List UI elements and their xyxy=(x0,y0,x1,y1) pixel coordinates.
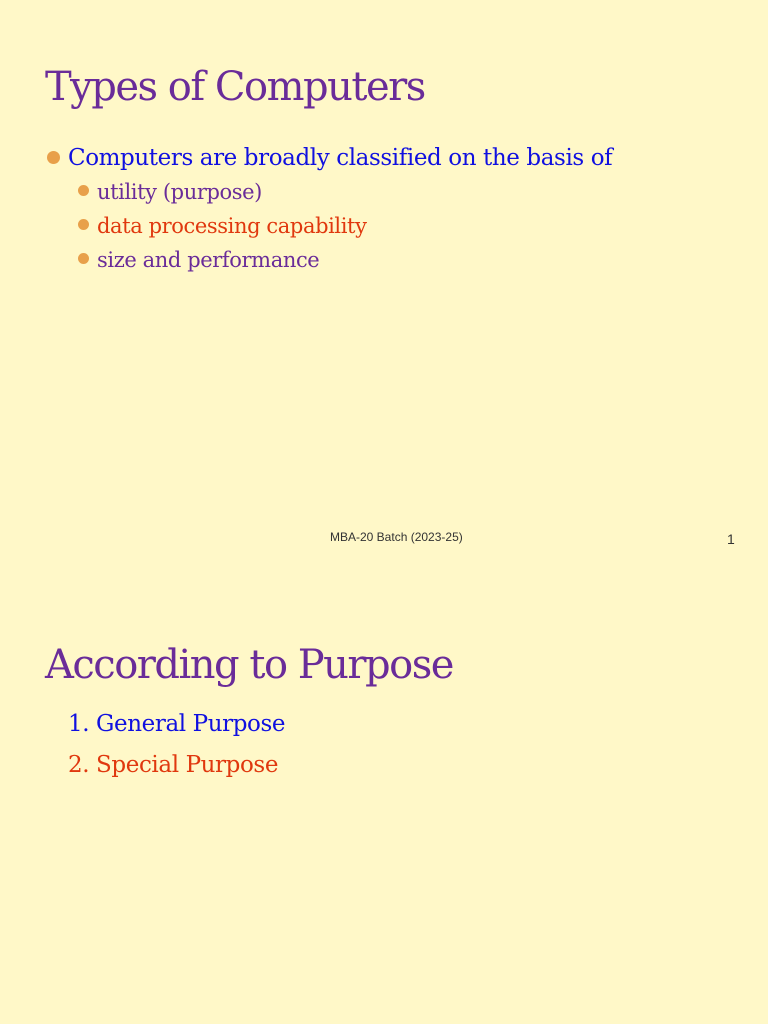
numbered-item: 2. Special Purpose xyxy=(68,752,279,778)
bullet-dot-icon xyxy=(78,185,89,196)
slide-number: 1 xyxy=(727,531,735,547)
numbered-item: 1. General Purpose xyxy=(68,711,286,737)
bullet-text: Computers are broadly classified on the basis of xyxy=(68,145,613,171)
bullet-dot-icon xyxy=(78,253,89,264)
bullet-dot-icon xyxy=(47,151,60,164)
subbullet-text: data processing capability xyxy=(97,214,367,238)
slide-footer: MBA-20 Batch (2023-25) xyxy=(330,530,463,544)
slide-title: According to Purpose xyxy=(45,642,453,688)
subbullet-item xyxy=(78,180,262,204)
subbullet-item xyxy=(78,248,319,272)
subbullet-text: utility (purpose) xyxy=(97,180,262,204)
slide-2 xyxy=(0,576,768,1024)
subbullet-text: size and performance xyxy=(97,248,320,272)
bullet-item xyxy=(47,145,612,171)
subbullet-item xyxy=(78,214,367,238)
slide-title: Types of Computers xyxy=(45,64,425,110)
bullet-dot-icon xyxy=(78,219,89,230)
